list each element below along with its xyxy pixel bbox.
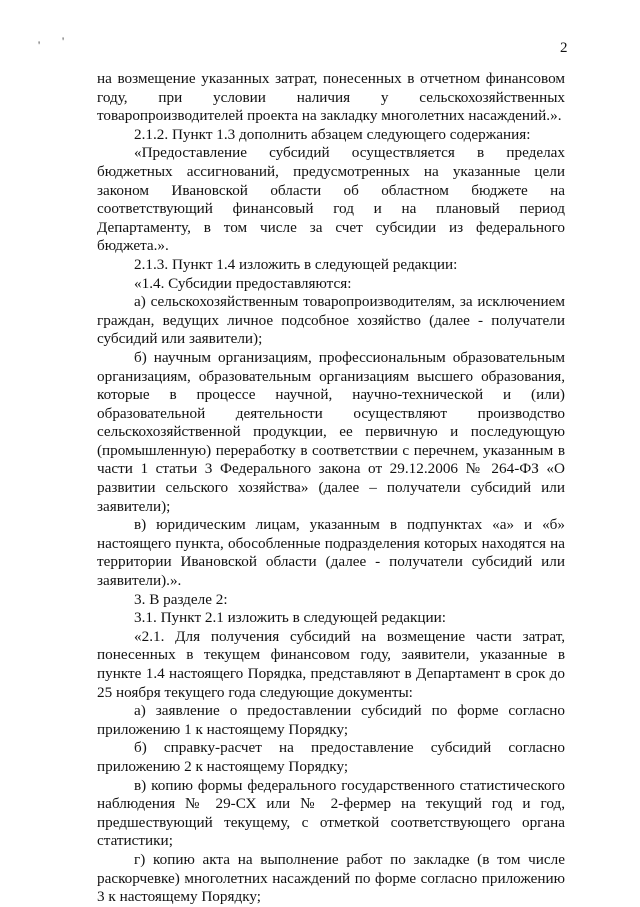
document-body xyxy=(97,70,565,907)
paragraph: на возмещение указанных затрат, понесенных в отчетном финансовом году, при условии наличия у сельскохозяйственных товаропроизводителей проекта на закладку многолетних насаждений.». xyxy=(97,70,565,125)
paragraph: 2.1.3. Пункт 1.4 изложить в следующей редакции: xyxy=(134,255,458,273)
paragraph: в) юридическим лицам, указанным в подпунктах «а» и «б» настоящего пункта, обособленные подразделения которых находятся на территории Ивановской области (далее - получатели субсидий или заявители).». xyxy=(97,516,565,590)
paragraph: 3.1. Пункт 2.1 изложить в следующей редакции: xyxy=(134,609,447,627)
paragraph: г) копию акта на выполнение работ по закладке (в том числе раскорчевке) многолетних насаждений по форме согласно приложению 3 к настоящему Порядку; xyxy=(97,850,565,906)
paragraph: а) сельскохозяйственным товаропроизводителям, за исключением граждан, ведущих личное подсобное хозяйство (далее - получатели субсидий или заявители); xyxy=(97,293,565,348)
paragraph: 2.1.2. Пункт 1.3 дополнить абзацем следующего содержания: xyxy=(134,125,531,143)
scan-mark: ' xyxy=(38,38,41,52)
page-number: 2 xyxy=(560,40,568,56)
paragraph: б) научным организациям, профессиональным образовательным организациям, образовательным организациям высшего образования, которые в процессе научной, научно-технической и (или) образовательной деятельности осуществляют производство сельскохозяйственной продукции, ее первичную и последующую (промышленную) переработку в соответствии с перечнем, указанным в части 1 статьи 3 Федерального закона от 29.12.2006 № 264-ФЗ «О развитии сельского хозяйства» (далее – получатели субсидий или заявители); xyxy=(97,348,565,515)
paragraph: «1.4. Субсидии предоставляются: xyxy=(134,274,352,292)
paragraph: «2.1. Для получения субсидий на возмещение части затрат, понесенных в текущем финансовом году, заявители, указанные в пункте 1.4 настоящего Порядка, представляют в Департамент в срок до 25 ноября текущего года следующие документы: xyxy=(97,627,565,701)
paragraph: а) заявление о предоставлении субсидий по форме согласно приложению 1 к настоящему Порядку; xyxy=(97,702,565,738)
paragraph: 3. В разделе 2: xyxy=(134,590,228,608)
paragraph: «Предоставление субсидий осуществляется в пределах бюджетных ассигнований, предусмотренных на указанные цели законом Ивановской области об областном бюджете на соответствующий финансовый год и на плановый период Департаменту, в том числе за счет субсидии из федерального бюджета.». xyxy=(97,144,565,255)
scan-mark: ' xyxy=(62,34,65,48)
paragraph: б) справку-расчет на предоставление субсидий согласно приложению 2 к настоящему Порядку; xyxy=(97,739,565,775)
paragraph: в) копию формы федерального государственного статистического наблюдения № 29-СХ или № 2-фермер на текущий год и год, предшествующий текущему, с отметкой соответствующего органа статистики; xyxy=(97,776,565,850)
